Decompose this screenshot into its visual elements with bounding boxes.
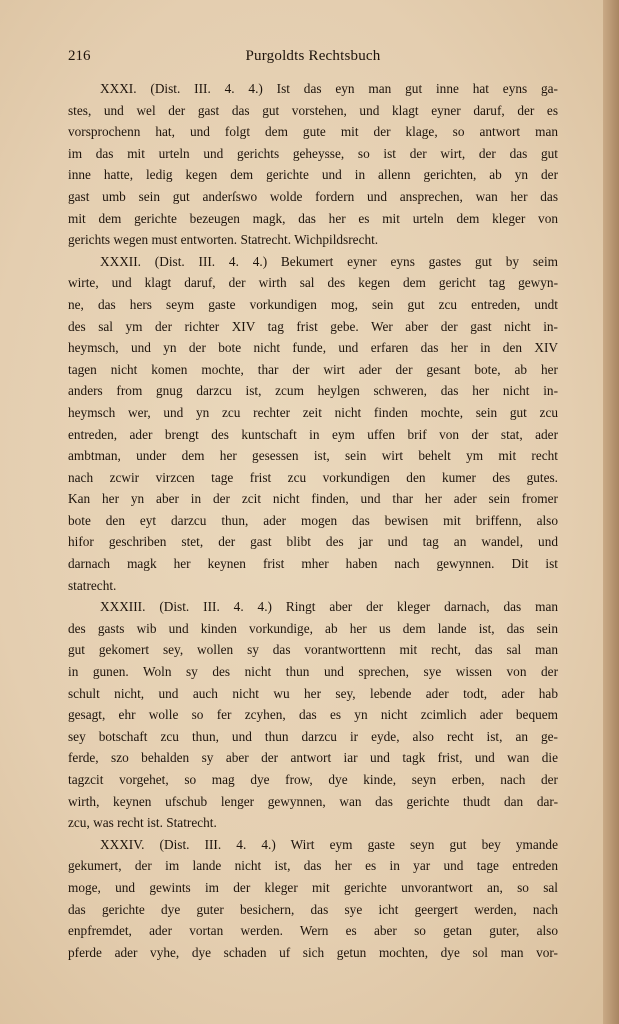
text-line: bote den eyt darzcu thun, ader mogen das bewisen mit briffenn, also (68, 512, 558, 528)
text-line: heymsch, und yn der bote nicht funde, und erfaren das her in den XIV (68, 340, 558, 356)
text-line: hifor geschriben stet, der gast blibt des jar und tag an wandel, und (68, 534, 558, 550)
text-line: gesagt, ehr wolle so fer zcyhen, das es yn nicht zcimlich ader bequem (68, 707, 558, 723)
text-line: inne hatte, ledig kegen dem gerichte und in allenn gerichten, ab yn der (68, 167, 558, 183)
text-line: entreden, ader brengt des kuntschaft in eym uffen brif von der stat, ader (68, 426, 558, 442)
text-line: Kan her yn aber in der zcit nicht finden, und thar her ader sein fromer (68, 491, 558, 507)
text-line: wirth, keynen ufschub lenger gewynnen, wan das gerichte thudt dan dar- (68, 793, 558, 809)
paragraph-xxxiii (68, 596, 558, 834)
text-line: heymsch wer, und yn zcu rechter zeit nicht finden mochte, sein gut zcu (68, 404, 558, 420)
paragraph-xxxi (68, 78, 558, 251)
text-line: pferde ader vyhe, dye schaden uf sich getun mochten, dye sol man vor- (68, 944, 558, 960)
running-title: Purgoldts Rechtsbuch (245, 48, 381, 64)
running-header (68, 48, 558, 70)
text-line: gast umb sein gut anderſswo wolde fordern und ansprechen, wan her das (68, 188, 558, 204)
page-number: 216 (68, 48, 91, 64)
text-line: anders from gnug darzcu ist, zcum heylgen schweren, das her nicht in- (68, 383, 558, 399)
text-line: XXXII. (Dist. III. 4. 4.) Bekumert eyner eyns gastes gut by seim (100, 253, 558, 269)
text-line: gut gekomert sey, wollen sy das vorantworttenn mit recht, das sal man (68, 642, 558, 658)
text-line: darnach magk her keynen frist mher haben nach gewynnen. Dit ist (68, 556, 558, 572)
text-line: nach zcwir virzcen tage frist zcu vorkundigen den kumer des gutes. (68, 469, 558, 485)
text-line: XXXI. (Dist. III. 4. 4.) Ist das eyn man gut inne hat eyns ga- (100, 81, 558, 96)
text-line: ferde, szo behalden sy aber der antwort iar und tagk frist, und wan die (68, 750, 558, 766)
text-line: des gasts wib und kinden vorkundige, ab her us dem lande ist, das sein (68, 620, 558, 636)
body-text (68, 78, 558, 963)
text-line: gerichts wegen must entworten. Statrecht. Wichpildsrecht. (68, 232, 379, 248)
text-line: gekumert, der im lande nicht ist, das her es in yar und tage entreden (68, 858, 558, 874)
text-line: tagzcit vorgehet, so mag dye frow, dye kinde, seyn erben, nach der (68, 772, 558, 787)
text-line: des sal ym der richter XIV tag frist gebe. Wer aber der gast nicht in- (68, 318, 558, 334)
text-line: XXXIV. (Dist. III. 4. 4.) Wirt eym gaste seyn gut bey ymande (100, 836, 558, 852)
text-line: XXXIII. (Dist. III. 4. 4.) Ringt aber der kleger darnach, das man (100, 599, 558, 615)
text-line: mit dem gerichte bezeugen magk, das her es mit urteln dem kleger von (68, 210, 558, 226)
text-line: das gerichte dye guter besichern, das sye icht geergert werden, nach (68, 901, 558, 917)
text-line: moge, und gewints im der kleger mit gerichte unvorantwort an, so sal (68, 879, 558, 895)
text-line: in gunen. Woln sy des nicht thun und sprechen, sye wissen von der (68, 664, 558, 680)
text-line: schult nicht, und auch nicht wu her sey, lebende ader todt, ader hab (68, 685, 558, 701)
text-line: zcu, was recht ist. Statrecht. (68, 815, 217, 831)
text-line: tagen nicht komen mochte, thar der wirt ader der gesant bote, ab her (68, 361, 558, 377)
text-line: vorsprochenn hat, und folgt dem gute mit der klage, so antwort man (68, 124, 558, 140)
text-line: ambtman, under dem her gesessen ist, sein wirt behelt ym mit recht (68, 448, 558, 464)
paragraph-xxxiv (68, 834, 558, 964)
page-edge-shadow (603, 0, 619, 1024)
text-line: im das mit urteln und gerichts geheysse, so ist der wirt, der das gut (68, 145, 558, 161)
paragraph-xxxii (68, 251, 558, 597)
text-line: statrecht. (68, 577, 117, 593)
text-line: ne, das hers seym gaste vorkundigen mog, sein gut zcu entreden, undt (68, 296, 558, 312)
text-line: enpfremdet, ader vortan werden. Wern es aber so getan guter, also (68, 923, 558, 939)
text-line: wirte, und klagt daruf, der wirth sal des kegen dem gericht tag gewyn- (68, 275, 558, 291)
text-line: sey botschaft zcu thun, und thun darzcu ir eyde, also recht ist, an ge- (68, 728, 558, 744)
text-line: stes, und wel der gast das gut vorstehen, und klagt eyner daruf, der es (68, 102, 558, 118)
